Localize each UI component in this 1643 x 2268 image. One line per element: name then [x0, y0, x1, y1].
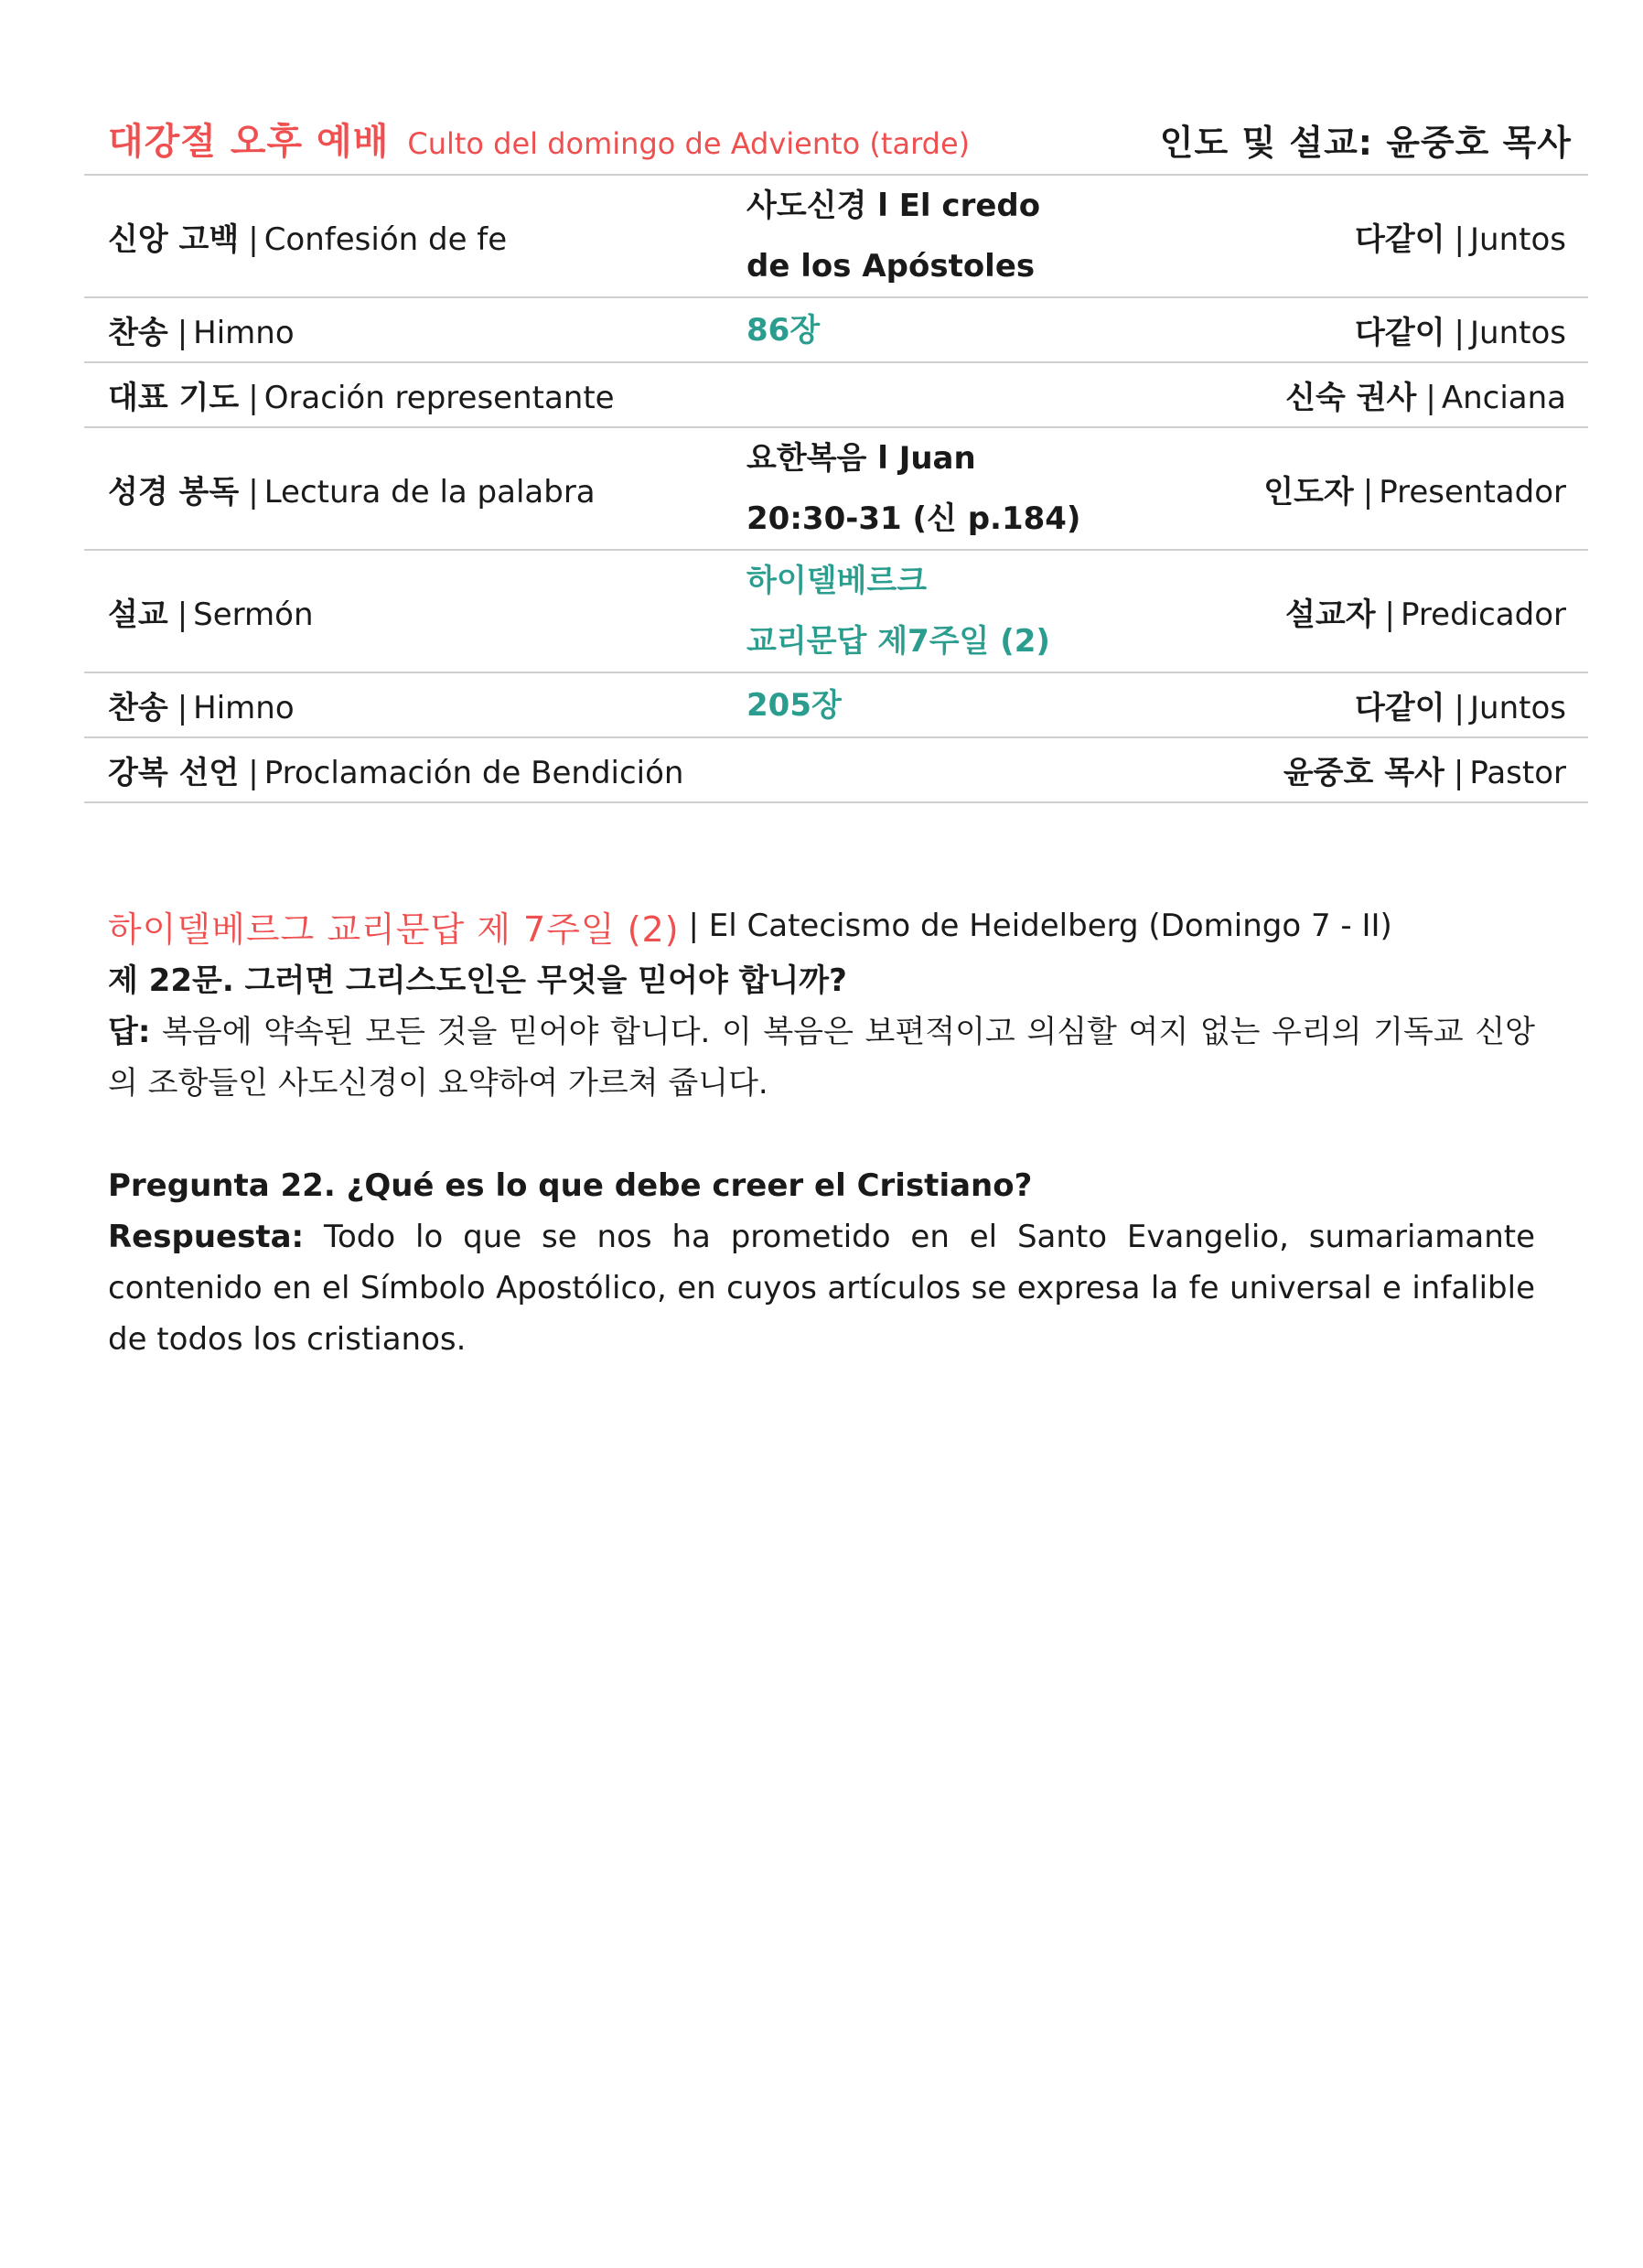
separator: |	[248, 220, 259, 258]
participant-korean: 다같이	[1355, 690, 1445, 726]
order-participant	[1259, 214, 1588, 259]
catechism-section	[108, 897, 1535, 1365]
separator: |	[1384, 596, 1396, 633]
answer-text: 복음에 약속된 모든 것을 믿어야 합니다. 이 복음은 보편적이고 의심할 여지 없는 우리의 기독교 신앙의 조항들인 사도신경이 요약하여 가르쳐 줍니다.	[108, 1014, 1536, 1102]
order-item	[84, 214, 746, 259]
order-participant	[1259, 683, 1588, 727]
table-row	[84, 176, 1588, 298]
service-title	[108, 113, 970, 165]
order-content	[746, 300, 1259, 360]
participant-korean: 윤중호 목사	[1283, 755, 1444, 791]
service-title-spanish: Culto del domingo de Adviento (tarde)	[407, 126, 971, 161]
participant-korean: 인도자	[1263, 473, 1354, 511]
participant-korean: 다같이	[1355, 315, 1445, 351]
answer-spanish	[108, 1211, 1535, 1365]
participant-spanish: Presentador	[1379, 473, 1566, 511]
separator: |	[248, 755, 259, 791]
table-row	[84, 298, 1588, 363]
order-content-line: 사도신경 l El credo	[746, 188, 1041, 224]
table-row	[84, 428, 1588, 551]
separator: |	[177, 690, 188, 726]
order-content-line: 하이델베르크	[746, 563, 928, 599]
participant-korean: 설교자	[1285, 596, 1376, 633]
order-item	[84, 467, 746, 511]
order-participant	[1259, 467, 1588, 511]
answer-text: Todo lo que se nos ha prometido en el Santo Evangelio, sumariamante contenido en el Símbolo Apostólico, en cuyos artículos se expresa la fe universal e infalible de todos los cristianos.	[108, 1219, 1536, 1358]
catechism-title	[108, 897, 1535, 955]
order-content-line: 205장	[746, 686, 842, 724]
catechism-title-korean: 하이델베르그 교리문답 제 7주일 (2)	[108, 908, 680, 950]
order-item-korean: 신앙 고백	[108, 220, 240, 258]
participant-spanish: Anciana	[1441, 380, 1566, 416]
question-spanish: Pregunta 22. ¿Qué es lo que debe creer el Cristiano?	[108, 1167, 1033, 1204]
order-item	[84, 683, 746, 727]
separator: |	[1454, 690, 1466, 726]
answer-label: Respuesta:	[108, 1219, 305, 1255]
order-content	[746, 551, 1259, 672]
order-item-spanish: Lectura de la palabra	[263, 473, 596, 511]
order-content-line: 20:30-31 (신 p.184)	[746, 500, 1081, 537]
participant-spanish: Predicador	[1401, 596, 1566, 633]
order-participant	[1259, 747, 1588, 792]
order-item-spanish: Sermón	[193, 596, 314, 633]
order-content-line: de los Apóstoles	[746, 248, 1036, 285]
order-item	[84, 372, 746, 417]
participant-korean: 다같이	[1355, 220, 1445, 258]
order-content-line: 교리문답 제7주일 (2)	[746, 623, 1050, 660]
order-item-korean: 대표 기도	[108, 380, 240, 416]
order-item-korean: 강복 선언	[108, 755, 240, 791]
question-korean: 제 22문. 그러면 그리스도인은 무엇을 믿어야 합니까?	[108, 962, 847, 999]
separator: |	[1425, 380, 1436, 416]
order-item-spanish: Proclamación de Bendición	[263, 755, 684, 791]
order-content	[746, 176, 1259, 296]
order-item-korean: 찬송	[108, 315, 168, 351]
table-row	[84, 551, 1588, 673]
order-content	[746, 675, 1259, 736]
order-item-korean: 설교	[108, 596, 168, 633]
catechism-title-spanish: | El Catecismo de Heidelberg (Domingo 7 - II)	[688, 908, 1392, 944]
separator: |	[177, 596, 188, 633]
participant-spanish: Pastor	[1469, 755, 1566, 791]
order-item-spanish: Confesión de fe	[263, 220, 508, 258]
order-content-line: 86장	[746, 311, 821, 349]
order-participant	[1259, 307, 1588, 352]
order-item	[84, 307, 746, 352]
separator: |	[177, 315, 188, 351]
service-title-korean: 대강절 오후 예배	[108, 121, 390, 163]
order-item-spanish: Oración representante	[263, 380, 615, 416]
answer-label: 답:	[108, 1014, 151, 1050]
participant-spanish: Juntos	[1470, 315, 1566, 351]
table-row	[84, 738, 1588, 803]
order-item	[84, 589, 746, 634]
separator: |	[1453, 755, 1465, 791]
separator: |	[1454, 220, 1466, 258]
order-participant	[1259, 372, 1588, 417]
service-header	[108, 108, 1572, 165]
separator: |	[248, 473, 259, 511]
order-of-worship	[84, 174, 1588, 803]
table-row	[84, 673, 1588, 738]
order-content	[746, 428, 1259, 549]
order-item	[84, 747, 746, 792]
order-participant	[1259, 589, 1588, 634]
table-row	[84, 363, 1588, 428]
spacer	[108, 1109, 1535, 1160]
order-item-korean: 성경 봉독	[108, 473, 240, 511]
separator: |	[248, 380, 259, 416]
participant-korean: 신숙 권사	[1285, 380, 1417, 416]
separator: |	[1362, 473, 1374, 511]
answer-korean	[108, 1006, 1535, 1109]
participant-spanish: Juntos	[1470, 690, 1566, 726]
order-content-line: 요한복음 l Juan	[746, 440, 976, 477]
separator: |	[1454, 315, 1466, 351]
order-item-spanish: Himno	[193, 315, 295, 351]
service-leader: 인도 및 설교: 윤중호 목사	[1159, 123, 1572, 163]
order-item-korean: 찬송	[108, 690, 168, 726]
participant-spanish: Juntos	[1470, 220, 1566, 258]
order-item-spanish: Himno	[193, 690, 295, 726]
